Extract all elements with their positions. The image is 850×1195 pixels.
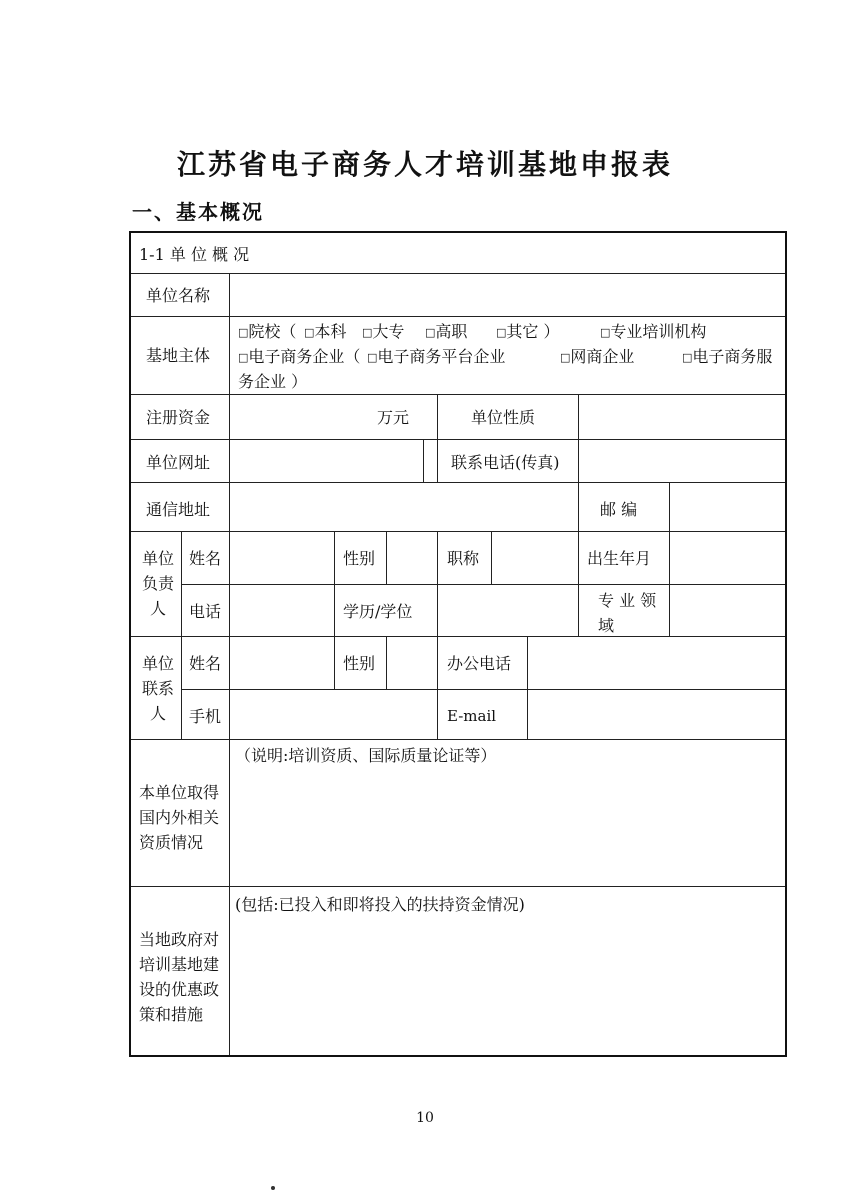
contact-office-phone-label: 办公电话 xyxy=(447,654,512,673)
leader-phone-field[interactable] xyxy=(237,599,327,624)
policy-label-line3: 设的优惠政 xyxy=(139,980,220,999)
qualification-label-line1: 本单位取得 xyxy=(139,783,220,802)
leader-title-label: 职称 xyxy=(447,549,480,568)
page-number: 10 xyxy=(416,1110,434,1126)
contact-email-field[interactable] xyxy=(535,704,777,729)
leader-title-field[interactable] xyxy=(499,546,571,571)
contact-label-line3: 人 xyxy=(150,704,167,723)
qualification-label-line3: 资质情况 xyxy=(139,833,204,852)
policy-note: (包括:已投入和即将投入的扶持资金情况) xyxy=(235,895,525,914)
option-ecommerce-service[interactable]: □电子商务服 xyxy=(682,347,773,366)
form-title: 江苏省电子商务人才培训基地申报表 xyxy=(176,148,673,181)
checkbox-icon: □ xyxy=(496,326,507,339)
leader-field-label-line2: 域 xyxy=(598,616,615,635)
checkbox-icon: □ xyxy=(367,351,378,364)
unit-name-field[interactable] xyxy=(237,283,777,308)
leader-name-field[interactable] xyxy=(237,546,327,571)
qualification-note: （说明:培训资质、国际质量论证等） xyxy=(235,746,497,765)
unit-name-label: 单位名称 xyxy=(146,286,211,305)
website-label: 单位网址 xyxy=(146,453,211,472)
leader-field-field[interactable] xyxy=(677,599,777,624)
application-form-table xyxy=(129,231,787,1057)
postcode-field[interactable] xyxy=(677,497,777,522)
qualification-label-line2: 国内外相关 xyxy=(139,808,220,827)
contact-gender-field[interactable] xyxy=(394,651,430,676)
address-field[interactable] xyxy=(237,497,567,522)
leader-gender-field[interactable] xyxy=(394,546,430,571)
option-school[interactable]: □院校（ xyxy=(238,322,297,341)
policy-label-line2: 培训基地建 xyxy=(139,955,220,974)
contact-gender-label: 性别 xyxy=(343,654,376,673)
capital-unit: 万元 xyxy=(377,408,410,427)
scan-speck xyxy=(271,1186,275,1190)
checkbox-icon: □ xyxy=(560,351,571,364)
checkbox-icon: □ xyxy=(238,326,249,339)
policy-label-line4: 策和措施 xyxy=(139,1005,204,1024)
contact-label-line2: 联系 xyxy=(142,679,175,698)
website-field[interactable] xyxy=(237,450,417,475)
leader-label-line3: 人 xyxy=(150,599,167,618)
phone-fax-field[interactable] xyxy=(586,450,776,475)
base-type-label: 基地主体 xyxy=(146,346,211,365)
option-vocational[interactable]: □高职 xyxy=(425,322,468,341)
leader-birth-field[interactable] xyxy=(677,546,777,571)
leader-name-label: 姓名 xyxy=(189,549,222,568)
policy-label-line1: 当地政府对 xyxy=(139,930,220,949)
leader-education-field[interactable] xyxy=(445,599,571,624)
contact-mobile-field[interactable] xyxy=(237,704,427,729)
checkbox-icon: □ xyxy=(682,351,693,364)
registered-capital-label: 注册资金 xyxy=(146,408,211,427)
checkbox-icon: □ xyxy=(362,326,373,339)
leader-birth-label: 出生年月 xyxy=(587,549,652,568)
option-platform-enterprise[interactable]: □电子商务平台企业 xyxy=(367,347,506,366)
address-label: 通信地址 xyxy=(146,500,211,519)
contact-name-field[interactable] xyxy=(237,651,327,676)
unit-nature-field[interactable] xyxy=(586,405,776,430)
leader-phone-label: 电话 xyxy=(189,602,222,621)
unit-nature-label: 单位性质 xyxy=(471,408,536,427)
leader-education-label: 学历/学位 xyxy=(343,602,413,621)
option-ecommerce-enterprise[interactable]: □电子商务企业（ xyxy=(238,347,361,366)
subsection-title: 1-1 单 位 概 况 xyxy=(139,245,250,264)
registered-capital-field[interactable] xyxy=(237,405,367,430)
contact-name-label: 姓名 xyxy=(189,654,222,673)
contact-office-phone-field[interactable] xyxy=(535,651,777,676)
postcode-label: 邮 编 xyxy=(600,500,638,519)
phone-fax-label: 联系电话(传真) xyxy=(451,453,560,472)
qualification-field[interactable] xyxy=(235,773,781,878)
leader-label-line1: 单位 xyxy=(142,549,175,568)
checkbox-icon: □ xyxy=(304,326,315,339)
policy-field[interactable] xyxy=(235,923,781,1048)
checkbox-icon: □ xyxy=(425,326,436,339)
leader-field-label-line1: 专 业 领 xyxy=(598,591,657,610)
leader-gender-label: 性别 xyxy=(343,549,376,568)
option-online-merchant[interactable]: □网商企业 xyxy=(560,347,635,366)
section-heading: 一、基本概况 xyxy=(132,200,264,224)
contact-label-line1: 单位 xyxy=(142,654,175,673)
leader-label-line2: 负责 xyxy=(142,574,175,593)
option-bachelor[interactable]: □本科 xyxy=(304,322,347,341)
contact-email-label: E-mail xyxy=(447,707,497,725)
option-junior-college[interactable]: □大专 xyxy=(362,322,405,341)
option-training-org[interactable]: □专业培训机构 xyxy=(600,322,707,341)
base-type-line3: 务企业 ） xyxy=(238,372,308,391)
option-other[interactable]: □其它 ） xyxy=(496,322,560,341)
checkbox-icon: □ xyxy=(238,351,249,364)
checkbox-icon: □ xyxy=(600,326,611,339)
contact-mobile-label: 手机 xyxy=(189,707,222,726)
